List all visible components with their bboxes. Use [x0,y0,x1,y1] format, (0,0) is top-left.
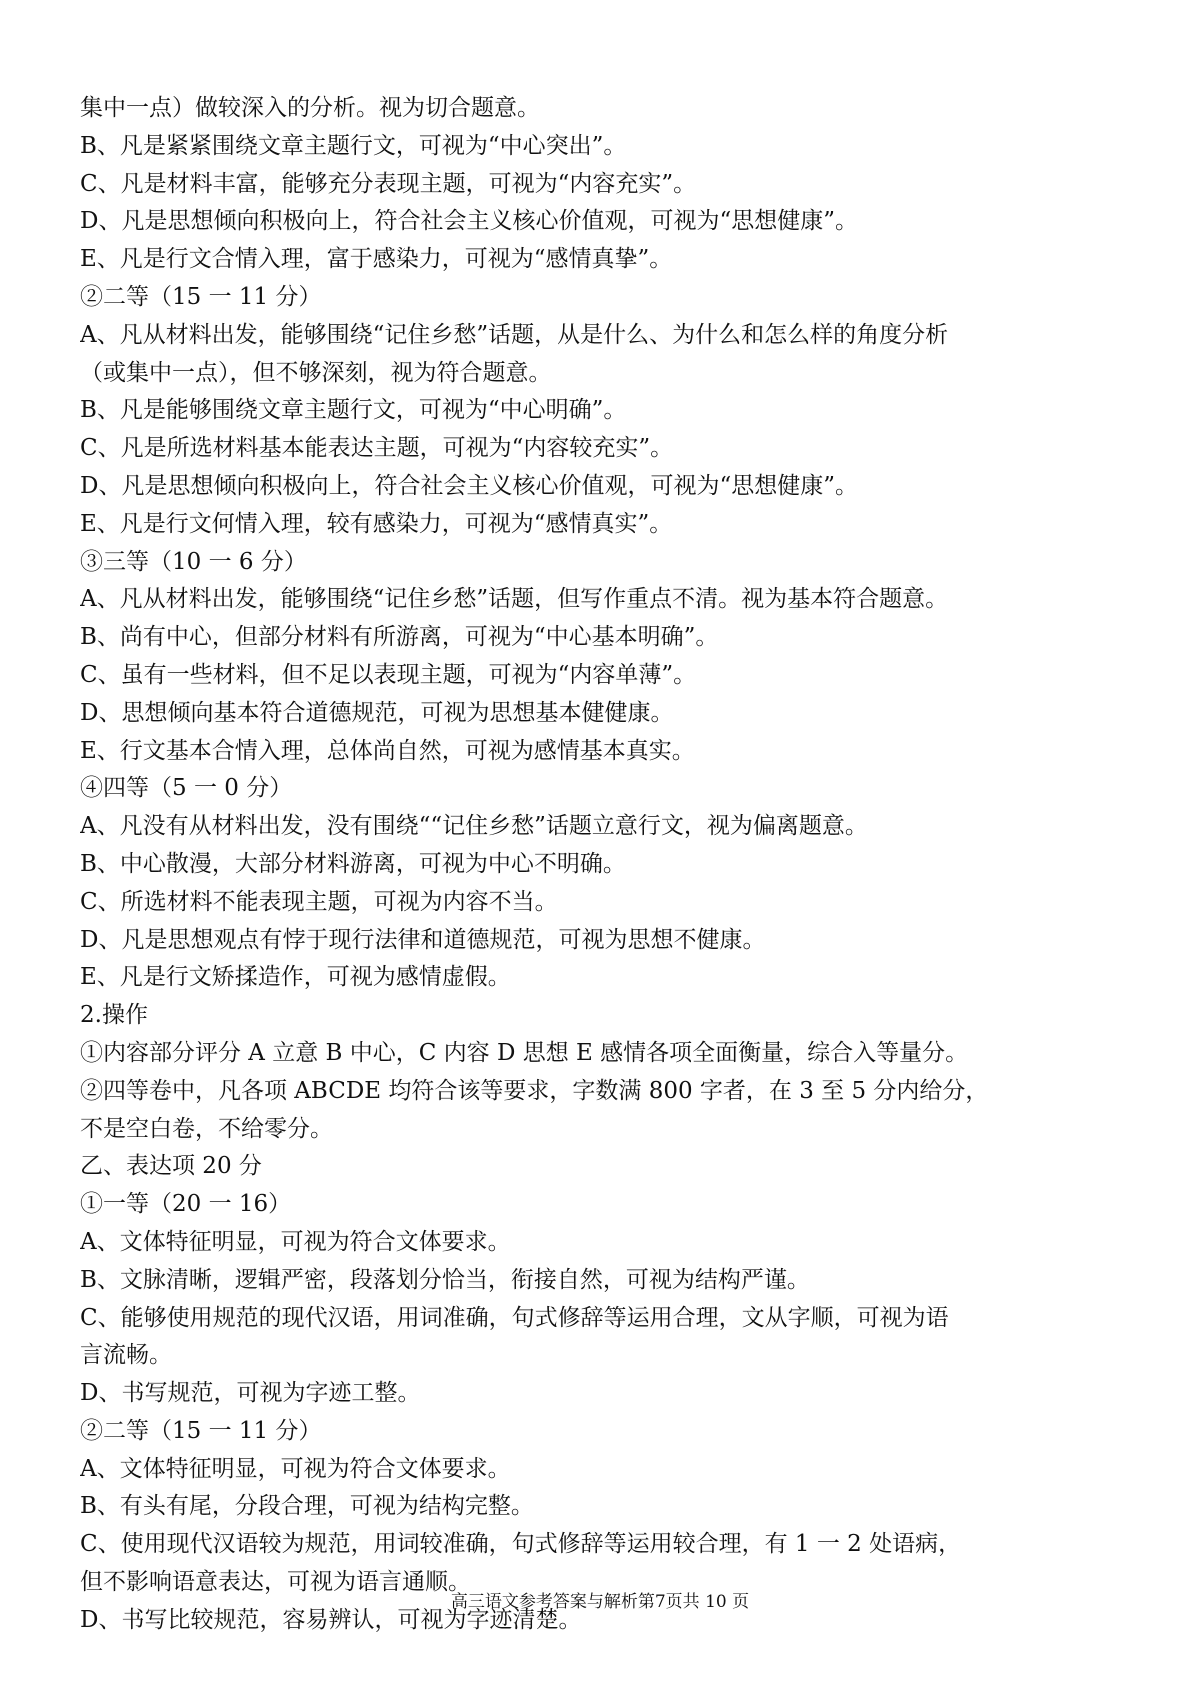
text-line: B、尚有中心，但部分材料有所游离，可视为“中心基本明确”。 [80,624,719,651]
text-line: 但不影响语意表达，可视为语言通顺。 [80,1569,471,1596]
text-line: E、凡是行文何情入理，较有感染力，可视为“感情真实”。 [80,510,673,537]
text-line: D、凡是思想倾向积极向上，符合社会主义核心价值观，可视为“思想健康”。 [80,208,858,235]
text-line: ①一等（20 一 16） [80,1191,292,1218]
text-line: 2.操作 [80,1002,148,1029]
text-line: A、凡从材料出发，能够围绕“记住乡愁”话题，但写作重点不清。视为基本符合题意。 [80,586,949,613]
text-line: A、文体特征明显，可视为符合文体要求。 [80,1228,511,1255]
text-line: ①内容部分评分 A 立意 B 中心，C 内容 D 思想 E 感情各项全面衡量，综合入等量分。 [80,1039,969,1066]
text-line: B、有头有尾，分段合理，可视为结构完整。 [80,1493,534,1520]
text-line: B、文脉清晰，逻辑严密，段落划分恰当，衔接自然，可视为结构严谨。 [80,1266,810,1293]
text-line: A、凡没有从材料出发，没有围绕““记住乡愁”话题立意行文，视为偏离题意。 [80,813,868,840]
text-line: D、思想倾向基本符合道德规范，可视为思想基本健健康。 [80,699,674,726]
text-line: ④四等（5 一 0 分） [80,775,293,802]
text-line: D、书写规范，可视为字迹工整。 [80,1380,421,1407]
text-line: D、凡是思想观点有悖于现行法律和道德规范，可视为思想不健康。 [80,926,766,953]
text-line: C、所选材料不能表现主题，可视为内容不当。 [80,888,558,915]
text-line: ②四等卷中，凡各项 ABCDE 均符合该等要求，字数满 800 字者，在 3 至 5 分内给分， [80,1077,989,1104]
text-line: ③三等（10 一 6 分） [80,548,307,575]
text-line: C、凡是材料丰富，能够充分表现主题，可视为“内容充实”。 [80,170,697,197]
text-line: 乙、表达项 20 分 [80,1153,262,1180]
text-line: E、凡是行文矫揉造作，可视为感情虚假。 [80,964,511,991]
text-line: E、凡是行文合情入理，富于感染力，可视为“感情真挚”。 [80,246,673,273]
text-line: C、使用现代汉语较为规范，用词较准确，句式修辞等运用较合理，有 1 一 2 处语病， [80,1531,962,1558]
page-footer: 高三语文参考答案与解析第7页共 10 页 [450,1592,750,1612]
text-line: A、文体特征明显，可视为符合文体要求。 [80,1455,511,1482]
text-line: B、凡是紧紧围绕文章主题行文，可视为“中心突出”。 [80,132,627,159]
text-line: B、凡是能够围绕文章主题行文，可视为“中心明确”。 [80,397,627,424]
text-line: ②二等（15 一 11 分） [80,283,322,310]
text-line: （或集中一点），但不够深刻，视为符合题意。 [80,359,552,386]
text-line: A、凡从材料出发，能够围绕“记住乡愁”话题，从是什么、为什么和怎么样的角度分析 [80,321,949,348]
text-line: 言流畅。 [80,1342,172,1369]
document-body [80,90,1135,1640]
text-line: E、行文基本合情入理，总体尚自然，可视为感情基本真实。 [80,737,695,764]
text-line: D、凡是思想倾向积极向上，符合社会主义核心价值观，可视为“思想健康”。 [80,472,858,499]
text-line: 不是空白卷，不给零分。 [80,1115,333,1142]
text-line: D、书写比较规范，容易辨认，可视为字迹清楚。 [80,1606,582,1633]
text-line: 集中一点）做较深入的分析。视为切合题意。 [80,95,540,121]
text-line: C、能够使用规范的现代汉语，用词准确，句式修辞等运用合理，文从字顺，可视为语 [80,1304,949,1331]
text-line: C、虽有一些材料，但不足以表现主题，可视为“内容单薄”。 [80,661,697,688]
text-line: B、中心散漫，大部分材料游离，可视为中心不明确。 [80,850,626,877]
text-line: C、凡是所选材料基本能表达主题，可视为“内容较充实”。 [80,435,674,462]
text-line: ②二等（15 一 11 分） [80,1417,322,1444]
